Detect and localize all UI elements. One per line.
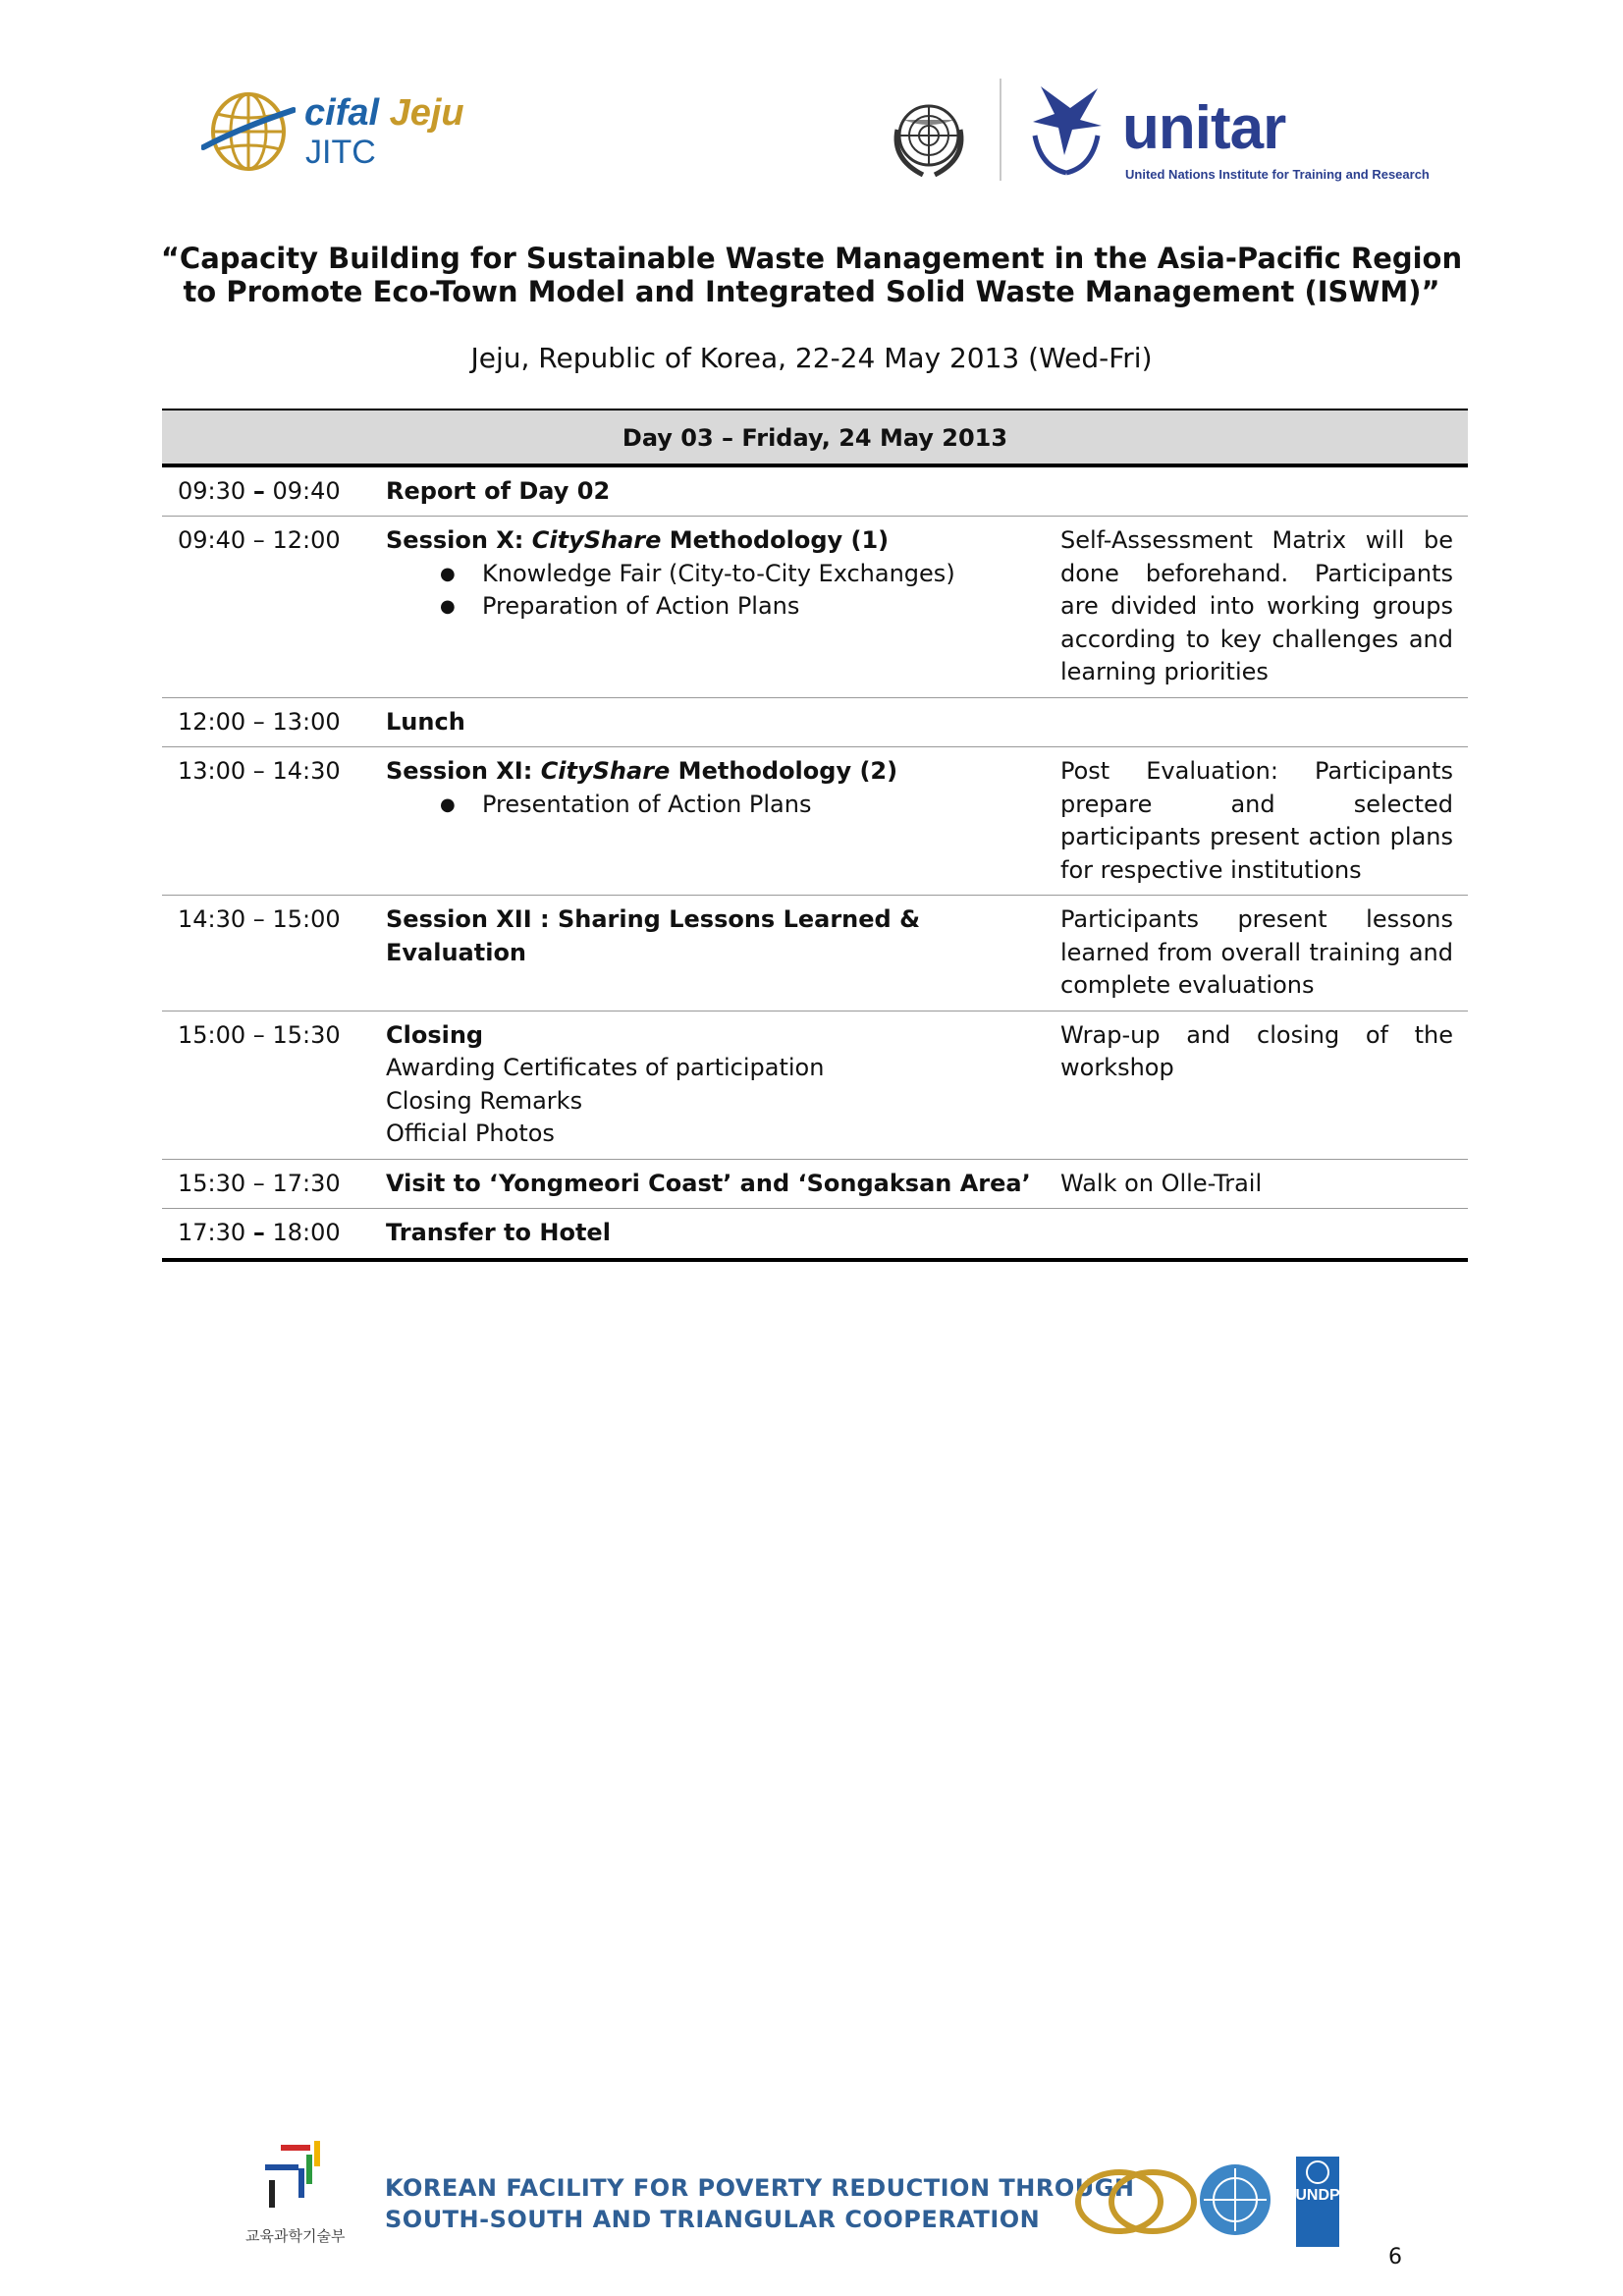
note-cell xyxy=(1060,697,1468,747)
un-globe-icon xyxy=(1200,2164,1271,2235)
footer-caption xyxy=(385,2172,1135,2235)
agenda-header-row xyxy=(162,410,1468,465)
agenda-row xyxy=(162,1011,1468,1159)
session-title: Report of Day 02 xyxy=(373,465,1060,517)
agenda-row xyxy=(162,465,1468,517)
document-subtitle: Jeju, Republic of Korea, 22-24 May 2013 (Wed-Fri) xyxy=(470,342,1153,374)
ministry-name: 교육과학기술부 xyxy=(245,2228,346,2245)
footer-line: SOUTH-SOUTH AND TRIANGULAR COOPERATION xyxy=(385,2206,1041,2233)
page-number: 6 xyxy=(1388,2245,1402,2269)
agenda-row xyxy=(162,517,1468,698)
session-line: Official Photos xyxy=(386,1120,555,1147)
time-cell: 12:00 – 13:00 xyxy=(162,697,373,747)
session-title: Lunch xyxy=(373,697,1060,747)
session-line: Awarding Certificates of participation xyxy=(386,1054,825,1081)
list-item: ● Knowledge Fair (City-to-City Exchanges) xyxy=(440,558,1051,591)
unitar-subtitle: United Nations Institute for Training and Research xyxy=(1125,167,1430,182)
rings-logo-icon xyxy=(1078,2172,1194,2231)
session-cell xyxy=(373,517,1060,698)
time-cell: 15:00 – 15:30 xyxy=(162,1011,373,1159)
note-cell: Post Evaluation: Participants prepare and selected participants present action plans for respective institutions xyxy=(1060,747,1468,896)
note-cell xyxy=(1060,465,1468,517)
globe-icon xyxy=(201,88,296,175)
undp-text: UNDP xyxy=(1295,2187,1340,2204)
agenda-row xyxy=(162,1209,1468,1260)
footer-line: KOREAN FACILITY FOR POVERTY REDUCTION THROUGH xyxy=(385,2174,1135,2202)
un-emblem-icon xyxy=(884,90,974,181)
header-divider xyxy=(1000,79,1001,181)
time-cell: 09:30 – 09:40 xyxy=(162,465,373,517)
agenda-row xyxy=(162,896,1468,1011)
note-cell xyxy=(1060,1209,1468,1260)
ministry-mark-icon xyxy=(245,2141,353,2223)
ministry-logo xyxy=(245,2141,353,2249)
session-title: Session XII : Sharing Lessons Learned & Evaluation xyxy=(373,896,1060,1011)
time-cell: 13:00 – 14:30 xyxy=(162,747,373,896)
partner-logos xyxy=(1068,2151,1353,2249)
day-header: Day 03 – Friday, 24 May 2013 xyxy=(162,410,1468,465)
list-item: ● Preparation of Action Plans xyxy=(440,590,1051,624)
undp-logo-icon xyxy=(1295,2157,1340,2247)
session-line: Closing Remarks xyxy=(386,1086,583,1115)
session-bullets xyxy=(440,789,1051,822)
jitc-wordmark: JITC xyxy=(305,134,376,171)
session-bullets xyxy=(440,558,1051,624)
session-cell xyxy=(373,1011,1060,1159)
agenda-row xyxy=(162,1159,1468,1209)
session-title: Closing xyxy=(386,1020,484,1049)
cifal-wordmark: cifal Jeju xyxy=(304,92,464,134)
session-title: Transfer to Hotel xyxy=(373,1209,1060,1260)
time-cell: 15:30 – 17:30 xyxy=(162,1159,373,1209)
time-cell: 14:30 – 15:00 xyxy=(162,896,373,1011)
note-cell: Self-Assessment Matrix will be done beforehand. Participants are divided into working groups according to key challenges and learning priorities xyxy=(1060,517,1468,698)
note-cell: Participants present lessons learned from overall training and complete evaluations xyxy=(1060,896,1468,1011)
session-title: Session XI: CityShare Methodology (2) xyxy=(386,757,898,785)
session-title: Session X: CityShare Methodology (1) xyxy=(386,526,890,554)
unitar-wordmark: unitar xyxy=(1122,94,1286,162)
agenda-row xyxy=(162,697,1468,747)
agenda-table xyxy=(162,409,1468,1262)
time-cell: 09:40 – 12:00 xyxy=(162,517,373,698)
time-cell: 17:30 – 18:00 xyxy=(162,1209,373,1260)
unitar-emblem-icon xyxy=(1021,79,1109,177)
session-cell xyxy=(373,747,1060,896)
agenda-row xyxy=(162,747,1468,896)
document-title: “Capacity Building for Sustainable Waste Management in the Asia-Pacific Region to Promote Eco-Town Model and Integrated Solid Waste Management (ISWM)” xyxy=(160,242,1463,308)
list-item: ● Presentation of Action Plans xyxy=(440,789,1051,822)
cifal-jeju-logo xyxy=(201,88,486,177)
note-cell: Wrap-up and closing of the workshop xyxy=(1060,1011,1468,1159)
note-cell: Walk on Olle-Trail xyxy=(1060,1159,1468,1209)
session-title: Visit to ‘Yongmeori Coast’ and ‘Songaksan Area’ xyxy=(373,1159,1060,1209)
